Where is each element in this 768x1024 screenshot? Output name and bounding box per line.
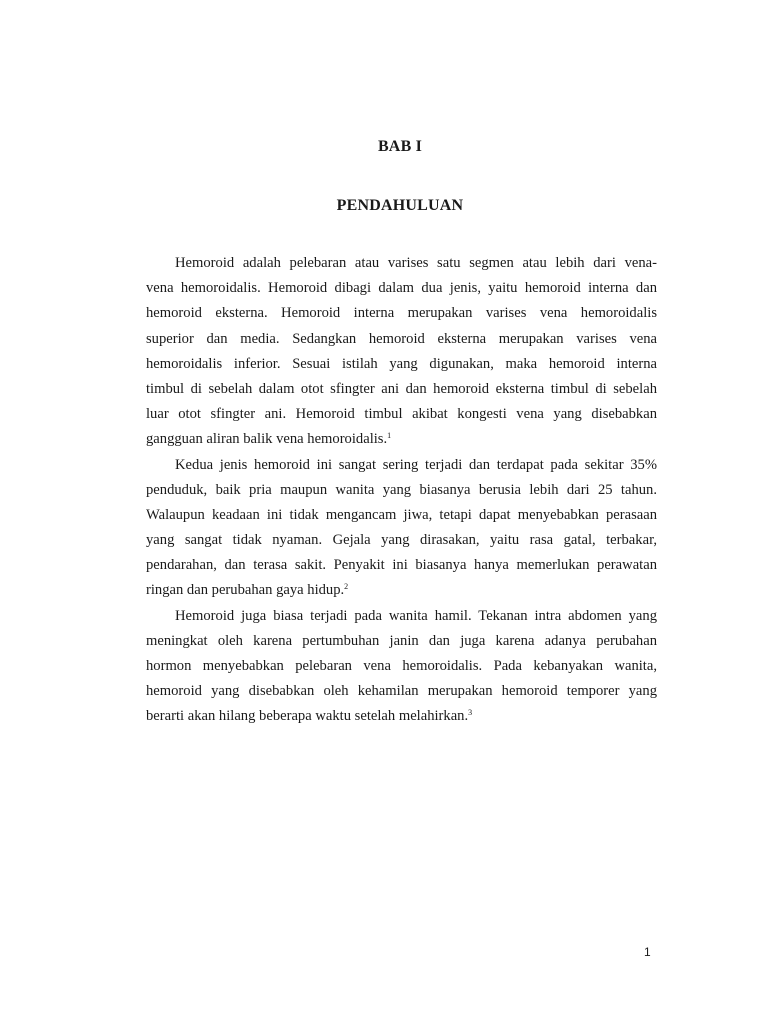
- text-line: Kedua jenis hemoroid ini sangat sering terjadi dan terdapat pada sekitar 35%: [175, 456, 657, 473]
- text-line-content: berarti akan hilang beberapa waktu setelah melahirkan.: [146, 708, 469, 725]
- text-line: [146, 578, 657, 603]
- text-line: [146, 704, 657, 729]
- text-line: timbul di sebelah dalam otot sfingter ani dan hemoroid eksterna timbul di sebelah: [146, 380, 657, 397]
- text-line: yang sangat tidak nyaman. Gejala yang dirasakan, yaitu rasa gatal, terbakar,: [146, 532, 657, 549]
- text-line: hormon menyebabkan pelebaran vena hemoroidalis. Pada kebanyakan wanita,: [146, 658, 657, 674]
- text-line: hemoroid eksterna. Hemoroid interna merupakan varises vena hemoroidalis: [146, 305, 657, 322]
- chapter-number: BAB I: [377, 138, 423, 155]
- text-line: luar otot sfingter ani. Hemoroid timbul akibat kongesti vena yang disebabkan: [146, 406, 657, 423]
- text-line-content: ringan dan perubahan gaya hidup.: [146, 582, 345, 599]
- text-line: hemoroid yang disebabkan oleh kehamilan merupakan hemoroid temporer yang: [146, 683, 657, 700]
- text-line: meningkat oleh karena pertumbuhan janin dan juga karena adanya perubahan: [146, 632, 657, 649]
- text-line: Hemoroid adalah pelebaran atau varises satu segmen atau lebih dari vena-: [175, 255, 657, 271]
- chapter-title: PENDAHULUAN: [336, 197, 464, 214]
- text-line: pendarahan, dan terasa sakit. Penyakit ini biasanya hanya memerlukan perawatan: [146, 557, 657, 574]
- text-line: hemoroidalis inferior. Sesuai istilah yang digunakan, maka hemoroid interna: [146, 355, 657, 372]
- paragraph-3: [146, 604, 657, 730]
- paragraph-2: [146, 453, 657, 604]
- footnote-ref: 1: [387, 431, 392, 441]
- text-line: vena hemoroidalis. Hemoroid dibagi dalam dua jenis, yaitu hemoroid interna dan: [146, 280, 657, 297]
- text-line-content: gangguan aliran balik vena hemoroidalis.: [146, 431, 388, 448]
- page-number: 1: [644, 945, 651, 959]
- text-line: Hemoroid juga biasa terjadi pada wanita hamil. Tekanan intra abdomen yang: [175, 607, 657, 624]
- text-line: penduduk, baik pria maupun wanita yang biasanya berusia lebih dari 25 tahun.: [146, 481, 657, 498]
- text-line: Walaupun keadaan ini tidak mengancam jiwa, tetapi dapat menyebabkan perasaan: [146, 506, 657, 523]
- text-line: [146, 427, 657, 452]
- paragraph-1: [146, 251, 657, 453]
- text-line: superior dan media. Sedangkan hemoroid eksterna merupakan varises vena: [146, 330, 657, 347]
- footnote-ref: 3: [468, 708, 473, 718]
- footnote-ref: 2: [344, 582, 349, 592]
- body-text: [146, 251, 657, 730]
